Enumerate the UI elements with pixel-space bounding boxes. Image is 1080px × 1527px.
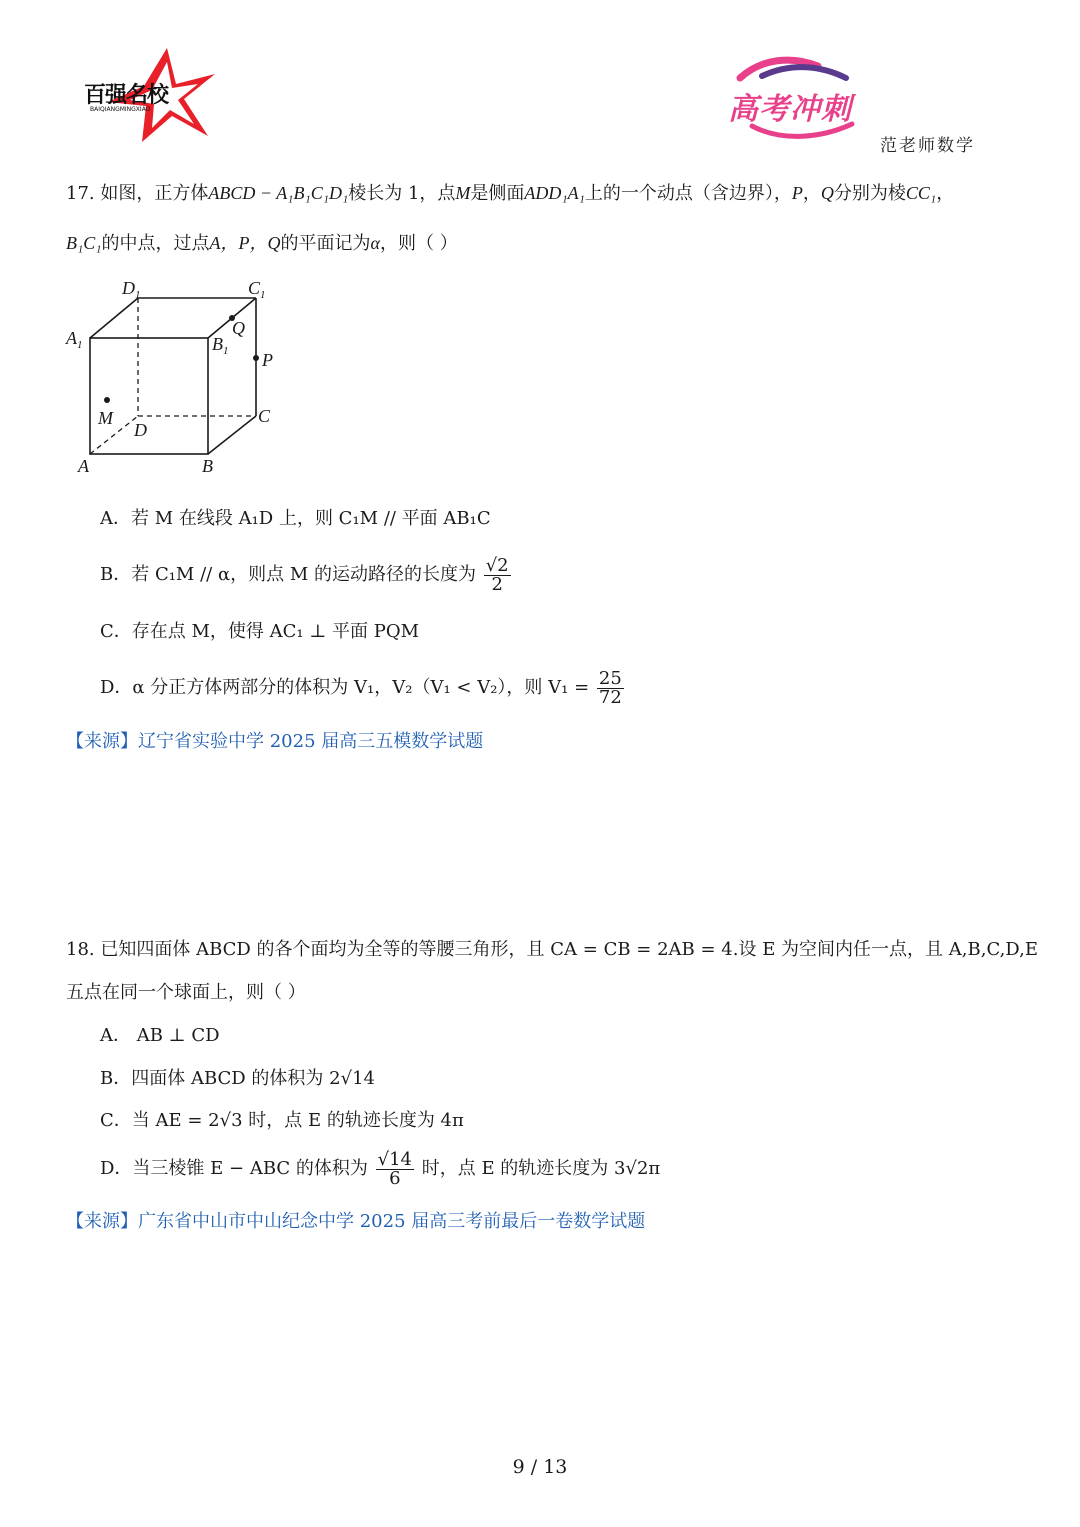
label-a: A bbox=[78, 456, 89, 476]
label-p: P bbox=[262, 350, 273, 370]
label-d1: $D_1$ bbox=[122, 278, 141, 301]
teacher-name: 范老师数学 bbox=[880, 136, 975, 156]
cube-figure bbox=[60, 272, 290, 482]
q17-option-d: D．α 分正方体两部分的体积为 V₁，V₂（V₁ < V₂），则 V₁ = $\frac{25}{72}$ bbox=[100, 667, 622, 708]
q18-line2: 五点在同一个球面上，则（ ） bbox=[66, 982, 306, 1003]
q18-option-a: A． AB ⊥ CD bbox=[100, 1025, 220, 1046]
q18-option-b: B．四面体 ABCD 的体积为 2√14 bbox=[100, 1068, 375, 1089]
q18-source: 【来源】广东省中山市中山纪念中学 2025 届高三考前最后一卷数学试题 bbox=[66, 1211, 646, 1232]
q17-option-a: A．若 M 在线段 A₁D 上，则 C₁M // 平面 AB₁C bbox=[100, 508, 491, 529]
q18-line1: 18. 已知四面体 ABCD 的各个面均为全等的等腰三角形，且 CA = CB = 2AB = 4.设 E 为空间内任一点，且 A,B,C,D,E bbox=[66, 939, 1038, 960]
q18-option-d: D．当三棱锥 E − ABC 的体积为 $\frac{√14}{6}$ 时，点 E 的轨迹长度为 3√2π bbox=[100, 1148, 661, 1189]
label-d: D bbox=[134, 420, 147, 440]
left-logo-text: 百强名校 bbox=[84, 83, 169, 108]
q18-option-c: C．当 AE = 2√3 时，点 E 的轨迹长度为 4π bbox=[100, 1110, 464, 1131]
label-c: C bbox=[258, 406, 271, 426]
q17-option-c: C．存在点 M，使得 AC₁ ⊥ 平面 PQM bbox=[100, 621, 420, 642]
label-a1: $A_1$ bbox=[66, 328, 83, 351]
label-c1: $C_1$ bbox=[248, 278, 266, 301]
point-m bbox=[104, 397, 110, 403]
baiqiang-logo bbox=[72, 44, 222, 144]
left-logo-subtext: BAIQIANGMINGXIAO bbox=[90, 106, 151, 113]
label-b1: $B_1$ bbox=[212, 334, 229, 357]
q17-source: 【来源】辽宁省实验中学 2025 届高三五模数学试题 bbox=[66, 731, 484, 752]
label-m: M bbox=[98, 408, 113, 428]
label-q: Q bbox=[232, 318, 245, 338]
right-logo-text: 高考冲刺 bbox=[728, 92, 852, 127]
point-p bbox=[253, 355, 259, 361]
q17-line2: B₁C₁的中点，过点A，P，Q的平面记为α，则（ ） bbox=[66, 233, 458, 254]
label-b: B bbox=[202, 456, 213, 476]
q17-option-b: B．若 C₁M // α，则点 M 的运动路径的长度为 $\frac{√2}{2}$ bbox=[100, 554, 509, 595]
gaokao-logo bbox=[722, 52, 872, 142]
q17-line1: 17. 如图，正方体ABCD − A₁B₁C₁D₁棱长为 1，点M是侧面ADD₁A₁上的一个动点（含边界），P，Q分别为棱CC₁， bbox=[66, 183, 955, 204]
page-number: 9 / 13 bbox=[512, 1456, 568, 1478]
